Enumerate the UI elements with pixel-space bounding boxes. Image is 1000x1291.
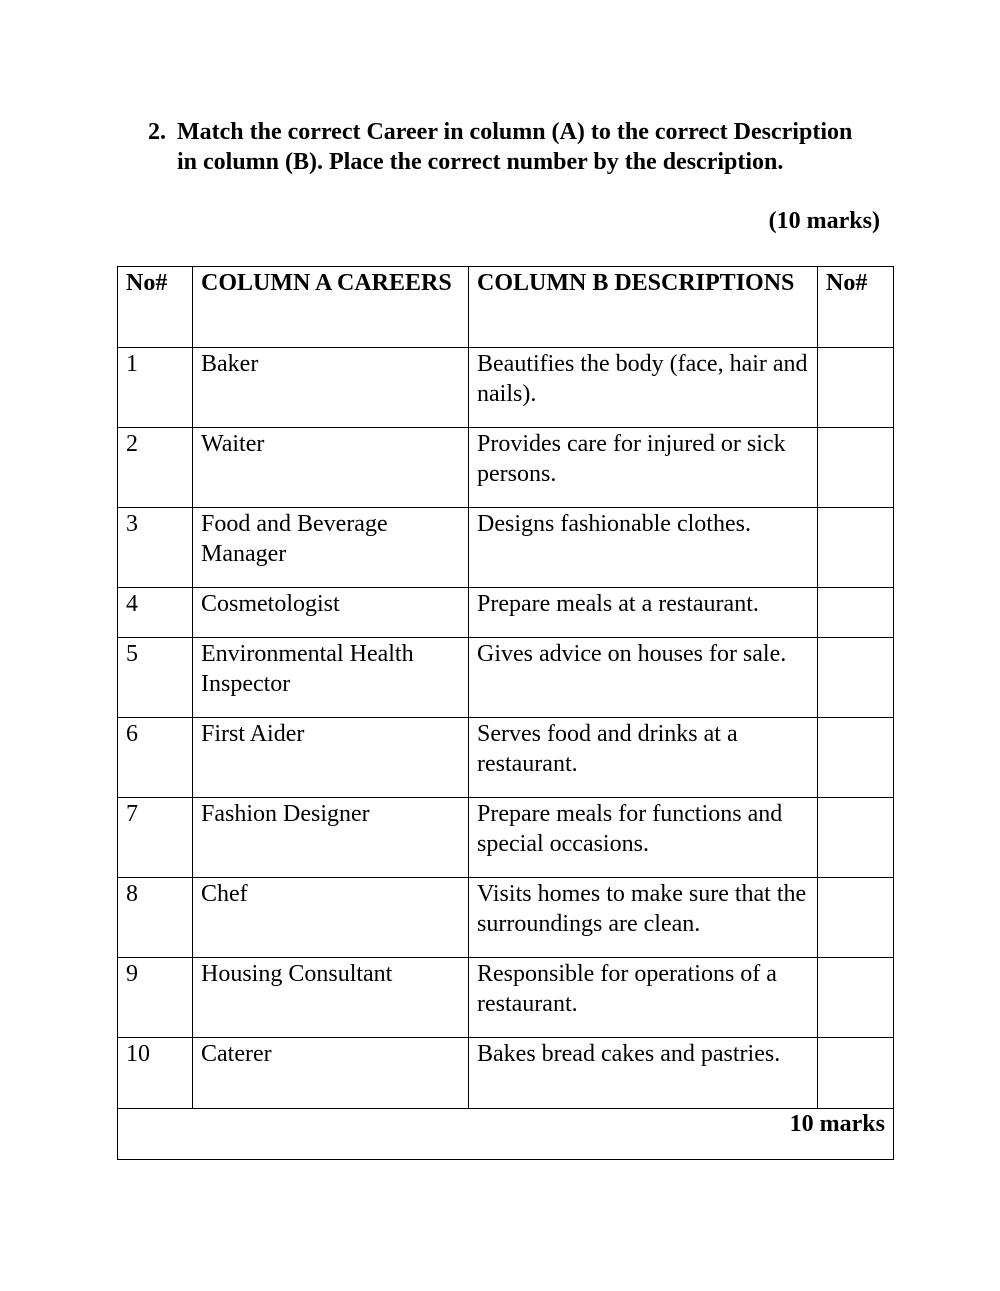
career-cell: Waiter [193, 428, 469, 508]
answer-cell[interactable] [818, 798, 894, 878]
table-row [118, 958, 894, 1038]
description-cell: Provides care for injured or sick persons. [469, 428, 818, 508]
answer-cell[interactable] [818, 1038, 894, 1109]
question-number: 2. [148, 119, 166, 145]
description-cell: Serves food and drinks at a restaurant. [469, 718, 818, 798]
career-cell: Food and Beverage Manager [193, 508, 469, 588]
header-no-right: No# [818, 267, 894, 348]
description-cell: Responsible for operations of a restaurant. [469, 958, 818, 1038]
row-number: 7 [118, 798, 193, 878]
row-number: 2 [118, 428, 193, 508]
row-number: 5 [118, 638, 193, 718]
table-header-row [118, 267, 894, 348]
row-number: 3 [118, 508, 193, 588]
table-row [118, 588, 894, 638]
career-cell: First Aider [193, 718, 469, 798]
answer-cell[interactable] [818, 638, 894, 718]
table-row [118, 508, 894, 588]
answer-cell[interactable] [818, 588, 894, 638]
table-row [118, 718, 894, 798]
row-number: 9 [118, 958, 193, 1038]
career-cell: Chef [193, 878, 469, 958]
header-column-b: COLUMN B DESCRIPTIONS [469, 267, 818, 348]
row-number: 10 [118, 1038, 193, 1109]
answer-cell[interactable] [818, 718, 894, 798]
row-number: 4 [118, 588, 193, 638]
question-marks: (10 marks) [768, 208, 880, 234]
career-cell: Fashion Designer [193, 798, 469, 878]
career-cell: Baker [193, 348, 469, 428]
row-number: 8 [118, 878, 193, 958]
career-cell: Housing Consultant [193, 958, 469, 1038]
answer-cell[interactable] [818, 348, 894, 428]
description-cell: Gives advice on houses for sale. [469, 638, 818, 718]
total-marks: 10 marks [118, 1109, 894, 1160]
answer-cell[interactable] [818, 428, 894, 508]
description-cell: Beautifies the body (face, hair and nails). [469, 348, 818, 428]
answer-cell[interactable] [818, 958, 894, 1038]
table-row [118, 1038, 894, 1109]
table-row [118, 878, 894, 958]
description-cell: Prepare meals at a restaurant. [469, 588, 818, 638]
table-row [118, 798, 894, 878]
description-cell: Visits homes to make sure that the surroundings are clean. [469, 878, 818, 958]
description-cell: Prepare meals for functions and special occasions. [469, 798, 818, 878]
table-row [118, 638, 894, 718]
table-footer-row [118, 1109, 894, 1160]
career-cell: Caterer [193, 1038, 469, 1109]
description-cell: Designs fashionable clothes. [469, 508, 818, 588]
table-row [118, 428, 894, 508]
answer-cell[interactable] [818, 878, 894, 958]
matching-table [117, 266, 894, 1160]
table-row [118, 348, 894, 428]
header-column-a: COLUMN A CAREERS [193, 267, 469, 348]
description-cell: Bakes bread cakes and pastries. [469, 1038, 818, 1109]
header-no-left: No# [118, 267, 193, 348]
answer-cell[interactable] [818, 508, 894, 588]
row-number: 6 [118, 718, 193, 798]
row-number: 1 [118, 348, 193, 428]
career-cell: Environmental Health Inspector [193, 638, 469, 718]
question-text: Match the correct Career in column (A) to the correct Description in column (B). Place the correct number by the description. [177, 119, 853, 175]
career-cell: Cosmetologist [193, 588, 469, 638]
